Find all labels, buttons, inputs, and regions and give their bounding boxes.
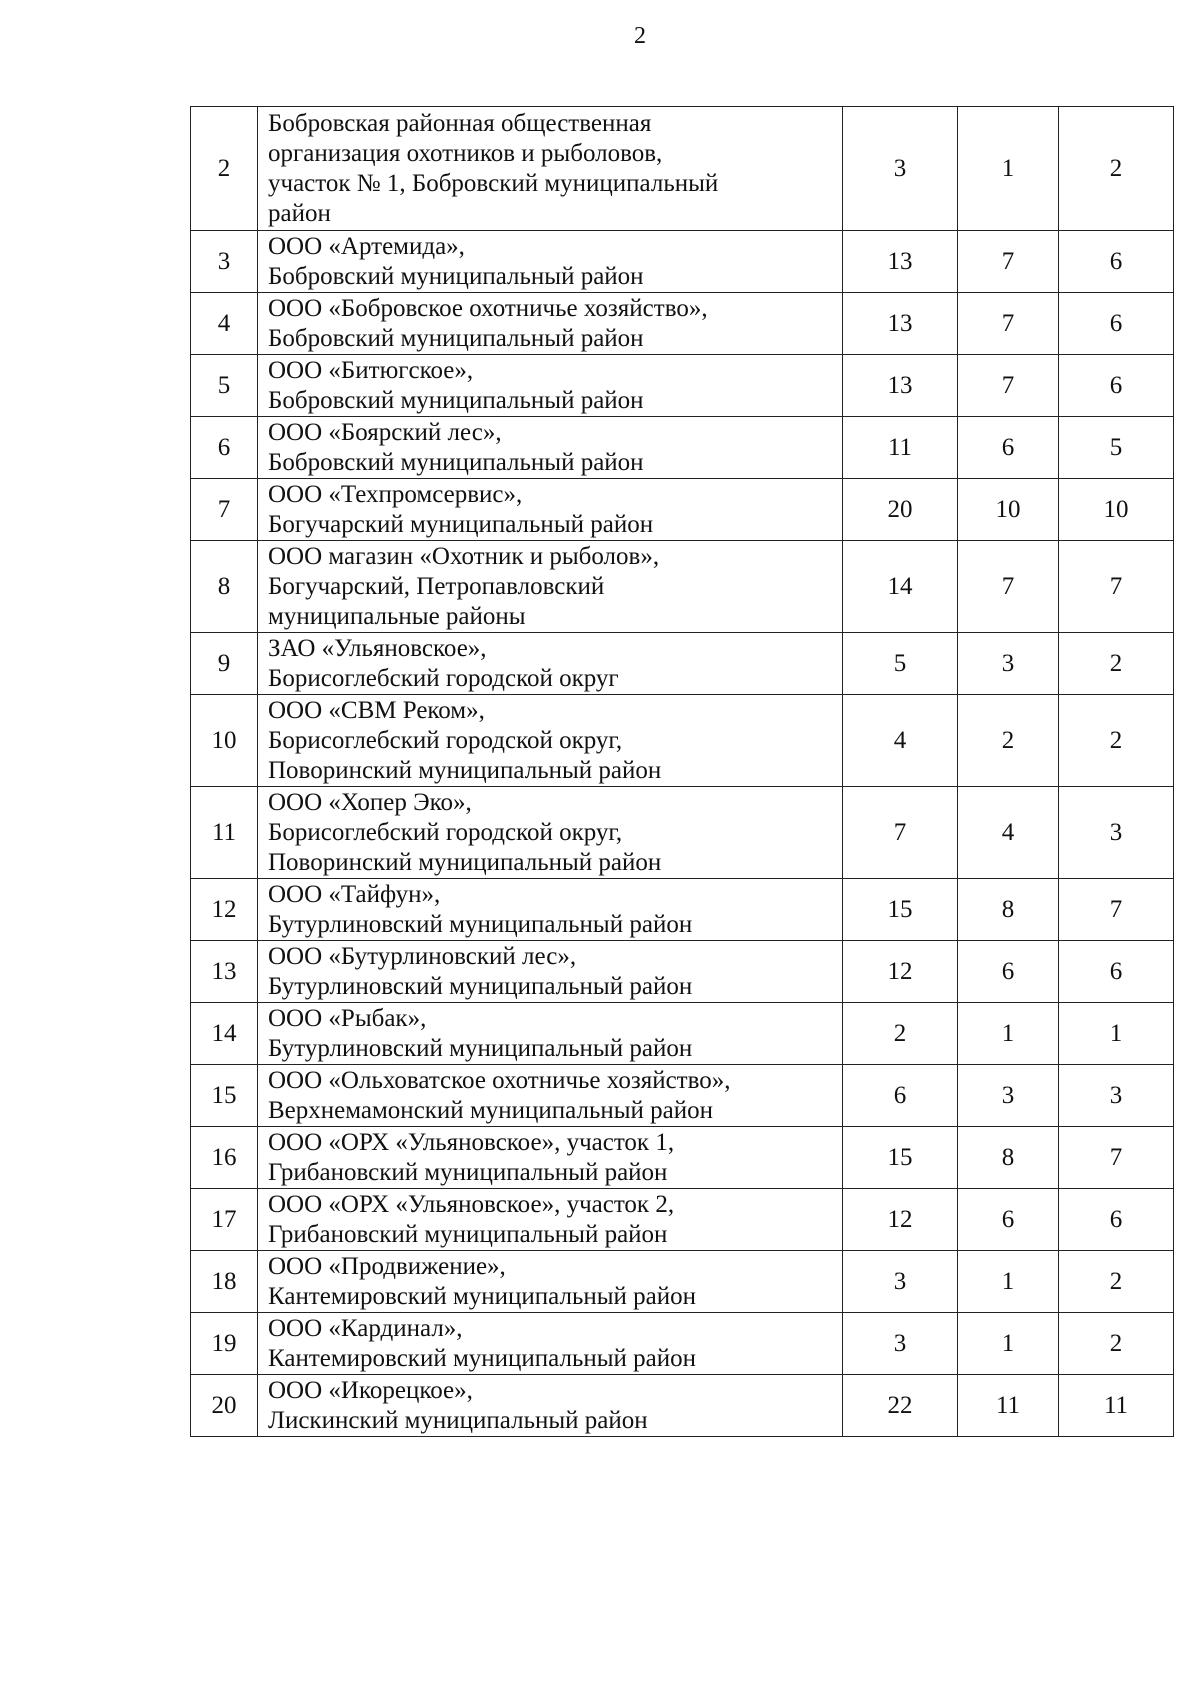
organization-cell bbox=[258, 941, 843, 1003]
row-number-cell: 6 bbox=[191, 417, 258, 479]
value-cell-2: 7 bbox=[958, 355, 1059, 417]
value-cell-1: 14 bbox=[843, 541, 958, 633]
organization-line: Бобровский муниципальный район bbox=[268, 262, 644, 290]
value-cell-2: 3 bbox=[958, 1065, 1059, 1127]
organization-line: ООО «Артемида», bbox=[268, 232, 465, 260]
value-cell-3: 6 bbox=[1059, 231, 1174, 293]
value-cell-1: 15 bbox=[843, 1127, 958, 1189]
value-cell-2: 1 bbox=[958, 1251, 1059, 1313]
organization-cell bbox=[258, 879, 843, 941]
organization-line: Бутурлиновский муниципальный район bbox=[268, 972, 693, 1000]
organization-cell bbox=[258, 107, 843, 231]
row-number-cell: 9 bbox=[191, 633, 258, 695]
organization-line: ООО «Кардинал», bbox=[268, 1314, 463, 1342]
value-cell-3: 5 bbox=[1059, 417, 1174, 479]
value-cell-1: 15 bbox=[843, 879, 958, 941]
table-row bbox=[191, 1313, 1174, 1375]
organization-cell bbox=[258, 541, 843, 633]
value-cell-2: 8 bbox=[958, 879, 1059, 941]
row-number-cell: 8 bbox=[191, 541, 258, 633]
value-cell-2: 1 bbox=[958, 1003, 1059, 1065]
organization-line: муниципальные районы bbox=[268, 602, 526, 630]
table-container bbox=[190, 106, 1174, 1437]
organization-line: Верхнемамонский муниципальный район bbox=[268, 1096, 714, 1124]
row-number-cell: 18 bbox=[191, 1251, 258, 1313]
table-row bbox=[191, 107, 1174, 231]
value-cell-1: 20 bbox=[843, 479, 958, 541]
value-cell-3: 2 bbox=[1059, 633, 1174, 695]
value-cell-1: 6 bbox=[843, 1065, 958, 1127]
value-cell-3: 1 bbox=[1059, 1003, 1174, 1065]
value-cell-1: 13 bbox=[843, 355, 958, 417]
organization-cell bbox=[258, 231, 843, 293]
organization-line: ООО «Хопер Эко», bbox=[268, 788, 472, 816]
organization-line: Грибановский муниципальный район bbox=[268, 1220, 668, 1248]
organization-line: ООО «СВМ Реком», bbox=[268, 696, 485, 724]
row-number-cell: 12 bbox=[191, 879, 258, 941]
organization-line: ООО «Продвижение», bbox=[268, 1252, 506, 1280]
value-cell-2: 8 bbox=[958, 1127, 1059, 1189]
page-number: 2 bbox=[634, 23, 646, 49]
organization-line: Бобровский муниципальный район bbox=[268, 386, 644, 414]
value-cell-2: 1 bbox=[958, 107, 1059, 231]
row-number-cell: 14 bbox=[191, 1003, 258, 1065]
organization-cell bbox=[258, 1127, 843, 1189]
organization-line: ООО «Битюгское», bbox=[268, 356, 474, 384]
value-cell-2: 1 bbox=[958, 1313, 1059, 1375]
value-cell-3: 6 bbox=[1059, 941, 1174, 1003]
organization-cell bbox=[258, 417, 843, 479]
organization-cell bbox=[258, 1189, 843, 1251]
row-number-cell: 16 bbox=[191, 1127, 258, 1189]
organization-line: Поворинский муниципальный район bbox=[268, 848, 662, 876]
row-number-cell: 10 bbox=[191, 695, 258, 787]
row-number-cell: 11 bbox=[191, 787, 258, 879]
row-number-cell: 19 bbox=[191, 1313, 258, 1375]
organization-line: ООО «Ольховатское охотничье хозяйство», bbox=[268, 1066, 731, 1094]
value-cell-3: 6 bbox=[1059, 355, 1174, 417]
organization-cell bbox=[258, 633, 843, 695]
value-cell-1: 12 bbox=[843, 941, 958, 1003]
table-row bbox=[191, 1251, 1174, 1313]
table-row bbox=[191, 787, 1174, 879]
value-cell-2: 7 bbox=[958, 231, 1059, 293]
value-cell-1: 2 bbox=[843, 1003, 958, 1065]
organization-line: Борисоглебский городской округ, bbox=[268, 726, 623, 754]
row-number-cell: 2 bbox=[191, 107, 258, 231]
organization-line: Бутурлиновский муниципальный район bbox=[268, 1034, 693, 1062]
value-cell-2: 2 bbox=[958, 695, 1059, 787]
table-row bbox=[191, 541, 1174, 633]
table-row bbox=[191, 633, 1174, 695]
table-row bbox=[191, 1003, 1174, 1065]
table-row bbox=[191, 417, 1174, 479]
table-row bbox=[191, 479, 1174, 541]
organization-line: Борисоглебский городской округ, bbox=[268, 818, 623, 846]
value-cell-1: 3 bbox=[843, 1313, 958, 1375]
table-row bbox=[191, 879, 1174, 941]
organization-cell bbox=[258, 787, 843, 879]
value-cell-1: 7 bbox=[843, 787, 958, 879]
organization-line: ООО «ОРХ «Ульяновское», участок 2, bbox=[268, 1190, 675, 1218]
table-row bbox=[191, 231, 1174, 293]
organization-line: Грибановский муниципальный район bbox=[268, 1158, 668, 1186]
organization-line: ООО магазин «Охотник и рыболов», bbox=[268, 542, 660, 570]
table-row bbox=[191, 1065, 1174, 1127]
organization-cell bbox=[258, 479, 843, 541]
organization-line: Лискинский муниципальный район bbox=[268, 1406, 648, 1434]
value-cell-2: 6 bbox=[958, 1189, 1059, 1251]
organization-cell bbox=[258, 1003, 843, 1065]
organization-cell bbox=[258, 1313, 843, 1375]
value-cell-3: 3 bbox=[1059, 1065, 1174, 1127]
organization-cell bbox=[258, 695, 843, 787]
row-number-cell: 17 bbox=[191, 1189, 258, 1251]
table-row bbox=[191, 1375, 1174, 1437]
table-row bbox=[191, 1189, 1174, 1251]
value-cell-3: 2 bbox=[1059, 1313, 1174, 1375]
organization-line: Кантемировский муниципальный район bbox=[268, 1344, 697, 1372]
value-cell-3: 6 bbox=[1059, 293, 1174, 355]
organization-line: ЗАО «Ульяновское», bbox=[268, 634, 487, 662]
organization-cell bbox=[258, 1375, 843, 1437]
organization-cell bbox=[258, 293, 843, 355]
table-body bbox=[191, 107, 1174, 1437]
row-number-cell: 3 bbox=[191, 231, 258, 293]
value-cell-1: 13 bbox=[843, 293, 958, 355]
value-cell-2: 11 bbox=[958, 1375, 1059, 1437]
row-number-cell: 20 bbox=[191, 1375, 258, 1437]
value-cell-1: 11 bbox=[843, 417, 958, 479]
organization-line: район bbox=[268, 199, 331, 227]
organization-line: Бобровский муниципальный район bbox=[268, 448, 644, 476]
organization-line: ООО «Бутурлиновский лес», bbox=[268, 942, 577, 970]
value-cell-1: 3 bbox=[843, 1251, 958, 1313]
value-cell-1: 12 bbox=[843, 1189, 958, 1251]
value-cell-3: 11 bbox=[1059, 1375, 1174, 1437]
value-cell-2: 10 bbox=[958, 479, 1059, 541]
data-table bbox=[190, 106, 1174, 1437]
organization-line: ООО «Бобровское охотничье хозяйство», bbox=[268, 294, 708, 322]
row-number-cell: 5 bbox=[191, 355, 258, 417]
value-cell-3: 7 bbox=[1059, 541, 1174, 633]
organization-line: Кантемировский муниципальный район bbox=[268, 1282, 697, 1310]
value-cell-3: 2 bbox=[1059, 107, 1174, 231]
value-cell-2: 7 bbox=[958, 541, 1059, 633]
value-cell-3: 2 bbox=[1059, 695, 1174, 787]
value-cell-3: 3 bbox=[1059, 787, 1174, 879]
value-cell-2: 6 bbox=[958, 417, 1059, 479]
value-cell-3: 7 bbox=[1059, 879, 1174, 941]
organization-cell bbox=[258, 1065, 843, 1127]
value-cell-2: 4 bbox=[958, 787, 1059, 879]
organization-line: участок № 1, Бобровский муниципальный bbox=[268, 169, 719, 197]
table-row bbox=[191, 355, 1174, 417]
organization-line: Поворинский муниципальный район bbox=[268, 756, 662, 784]
organization-line: ООО «Икорецкое», bbox=[268, 1376, 473, 1404]
organization-cell bbox=[258, 355, 843, 417]
value-cell-2: 3 bbox=[958, 633, 1059, 695]
value-cell-3: 7 bbox=[1059, 1127, 1174, 1189]
table-row bbox=[191, 1127, 1174, 1189]
value-cell-3: 6 bbox=[1059, 1189, 1174, 1251]
organization-line: Бобровская районная общественная bbox=[268, 109, 652, 137]
organization-line: ООО «Боярский лес», bbox=[268, 418, 502, 446]
organization-cell bbox=[258, 1251, 843, 1313]
table-row bbox=[191, 695, 1174, 787]
table-row bbox=[191, 293, 1174, 355]
organization-line: ООО «Рыбак», bbox=[268, 1004, 427, 1032]
value-cell-2: 7 bbox=[958, 293, 1059, 355]
organization-line: Богучарский муниципальный район bbox=[268, 510, 654, 538]
organization-line: ООО «Техпромсервис», bbox=[268, 480, 523, 508]
organization-line: Бутурлиновский муниципальный район bbox=[268, 910, 693, 938]
row-number-cell: 7 bbox=[191, 479, 258, 541]
value-cell-1: 3 bbox=[843, 107, 958, 231]
value-cell-1: 22 bbox=[843, 1375, 958, 1437]
row-number-cell: 13 bbox=[191, 941, 258, 1003]
table-row bbox=[191, 941, 1174, 1003]
row-number-cell: 4 bbox=[191, 293, 258, 355]
value-cell-3: 10 bbox=[1059, 479, 1174, 541]
value-cell-1: 13 bbox=[843, 231, 958, 293]
organization-line: Богучарский, Петропавловский bbox=[268, 572, 605, 600]
value-cell-3: 2 bbox=[1059, 1251, 1174, 1313]
organization-line: ООО «ОРХ «Ульяновское», участок 1, bbox=[268, 1128, 675, 1156]
value-cell-2: 6 bbox=[958, 941, 1059, 1003]
value-cell-1: 5 bbox=[843, 633, 958, 695]
organization-line: организация охотников и рыболовов, bbox=[268, 139, 663, 167]
organization-line: Бобровский муниципальный район bbox=[268, 324, 644, 352]
row-number-cell: 15 bbox=[191, 1065, 258, 1127]
organization-line: Борисоглебский городской округ bbox=[268, 664, 619, 692]
value-cell-1: 4 bbox=[843, 695, 958, 787]
organization-line: ООО «Тайфун», bbox=[268, 880, 441, 908]
